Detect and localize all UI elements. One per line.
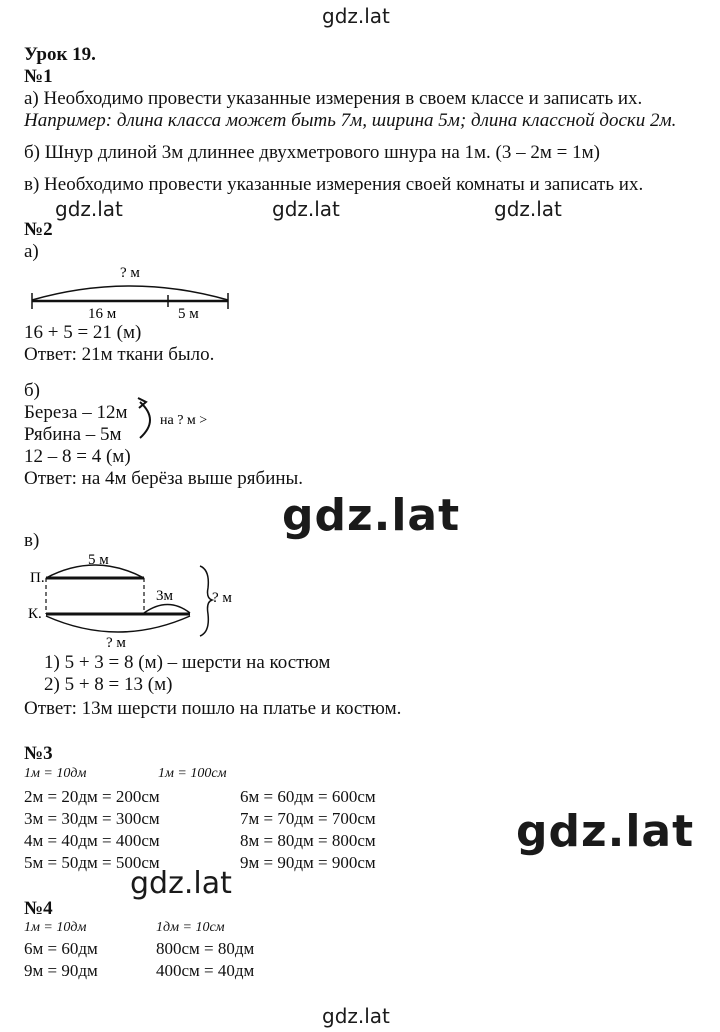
task2-a-answer: Ответ: 21м ткани было. [24,344,215,365]
seg2-label: 5 м [178,306,199,322]
task4-right-col [156,938,254,982]
task1-v-line: в) Необходимо провести указанные измерения своей комнаты и записать их. [24,174,644,195]
task3-left-col [24,786,160,874]
extra-arc [144,605,190,614]
task2-v-answer: Ответ: 13м шерсти пошло на платье и костюм. [24,698,402,719]
watermark-row-right: gdz.lat [494,197,562,221]
task4-right-row: 800см = 80дм [156,939,255,958]
task3-right-row: 9м = 90дм = 900см [240,853,376,872]
task3-right-row: 6м = 60дм = 600см [240,787,376,806]
brace-label: ? м [212,590,232,606]
task3-left-row: 3м = 30дм = 300см [24,809,160,828]
arrow-label: на ? м > [160,413,208,428]
total-label: ? м [120,265,140,281]
task2-a-label: а) [24,241,39,262]
task3-number: №3 [24,743,53,764]
task3-right-row: 7м = 70дм = 700см [240,809,376,828]
task4-left-row: 6м = 60дм [24,939,98,958]
task3-left-row: 2м = 20дм = 200см [24,787,160,806]
task2-b-line2: Рябина – 5м [24,424,122,445]
watermark-lower-left: gdz.lat [130,866,232,901]
task4-right-row: 400см = 40дм [156,961,255,980]
task1-a-example: Например: длина класса может быть 7м, ширина 5м; длина классной доски 2м. [24,110,677,131]
top-len-label: 5 м [88,552,109,568]
seg1-label: 16 м [88,306,117,322]
task3-right-row: 8м = 80дм = 800см [240,831,376,850]
task2-b-answer: Ответ: на 4м берёза выше рябины. [24,468,304,489]
watermark-mid-large: gdz.lat [282,490,461,541]
lesson-title: Урок 19. [24,44,96,65]
task2-v-step2: 2) 5 + 8 = 13 (м) [44,674,173,695]
task2-b-calc: 12 – 8 = 4 (м) [24,446,131,467]
task3-hint1: 1м = 10дм [24,766,87,781]
task1-a-line: а) Необходимо провести указанные измерения в своем классе и записать их. [24,88,643,109]
p-label: П. [30,570,45,586]
task3-hint2: 1м = 100см [158,766,227,781]
k-label: К. [28,606,42,622]
task2-v-label: в) [24,530,40,551]
watermark-right-large: gdz.lat [516,806,695,857]
task1-number: №1 [24,66,53,87]
watermark-row-center: gdz.lat [272,197,340,221]
watermark-bottom: gdz.lat [322,1004,390,1028]
task2-b-label: б) [24,380,40,401]
task2-b-line1: Береза – 12м [24,402,128,423]
task4-left-col [24,938,98,982]
task4-hint2: 1дм = 10см [156,920,225,935]
watermark-row-left: gdz.lat [55,197,123,221]
brace [200,566,212,636]
bottom-arc [46,616,190,632]
task4-hint1: 1м = 10дм [24,920,87,935]
watermark-top: gdz.lat [322,4,390,28]
task2-a-calc: 16 + 5 = 21 (м) [24,322,142,343]
task3-left-row: 5м = 50дм = 500см [24,853,160,872]
task4-number: №4 [24,898,53,919]
task1-b-line: б) Шнур длиной 3м длиннее двухметрового шнура на 1м. (3 – 2м = 1м) [24,142,600,163]
bottom-label: ? м [106,635,126,651]
task3-right-col [240,786,376,874]
task2-v-step1: 1) 5 + 3 = 8 (м) – шерсти на костюм [44,652,331,673]
task2-number: №2 [24,219,53,240]
task3-left-row: 4м = 40дм = 400см [24,831,160,850]
task4-left-row: 9м = 90дм [24,961,98,980]
extra-label: 3м [156,588,173,604]
